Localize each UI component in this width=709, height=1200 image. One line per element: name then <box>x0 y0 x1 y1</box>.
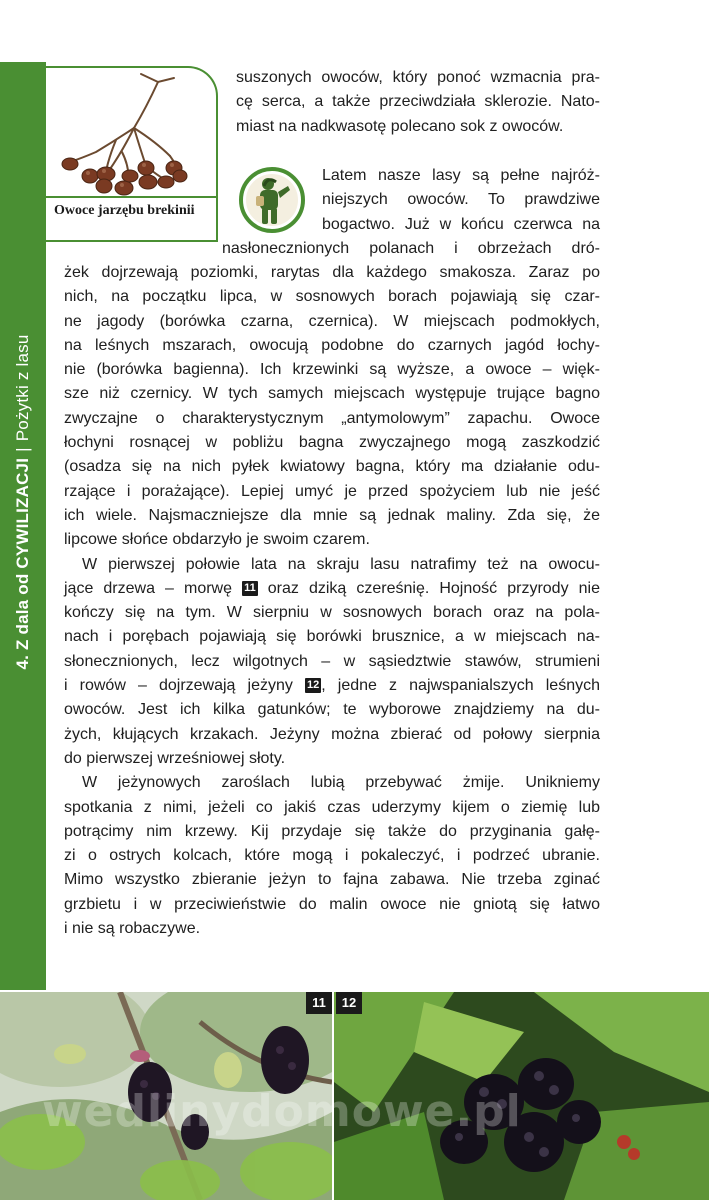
text-line <box>64 674 600 698</box>
text-fragment: jące drzewa – morwę <box>64 579 233 597</box>
main-body-text <box>64 261 600 941</box>
text-line: grzbietu i w przeciwieństwie do malin owoce nie gniotą się łatwo <box>64 895 600 913</box>
paragraph-summer-mid <box>222 237 600 261</box>
text-line: Mimo wszystko zbieranie jeżyn to fajna zabawa. Nie trzeba zginać <box>64 871 600 889</box>
text-line: rzające i porażające). Lepiej umyć je przed spożyciem lub nie jeść <box>64 482 600 500</box>
figure-caption: Owoce jarzębu brekinii <box>46 196 216 240</box>
spine-separator: | <box>13 447 32 452</box>
section-title: Pożytki z lasu <box>13 334 32 442</box>
text-fragment: i rowów – dojrzewają jeżyny <box>64 677 293 695</box>
text-line: miast na nadkwasotę polecano sok z owoców. <box>236 117 564 135</box>
text-line: nasłonecznionych polanach i obrzeżach dró- <box>222 240 600 257</box>
paragraph-summer-start <box>322 164 600 237</box>
text-line: cę serca, a także przeciwdziała sklerozie. Nato- <box>236 93 600 111</box>
text-line: potrącimy nim krzewy. Kij przydaje się także do przyginania gałę- <box>64 822 600 840</box>
text-line: do pierwszej wrześniowej słoty. <box>64 749 286 767</box>
photo-number-12: 12 <box>336 992 362 1014</box>
text-line: niejszych owoców. To prawdziwe <box>322 191 600 209</box>
text-fragment: oraz dziką czereśnię. Hojność przyrody nie <box>267 579 600 597</box>
text-line: nich, na początku lipca, w sosnowych borach pojawiają się czar- <box>64 288 600 306</box>
text-line: Latem nasze lasy są pełne najróż- <box>322 167 600 184</box>
text-line: W pierwszej połowie lata na skraju lasu natrafimy też na owocu- <box>82 555 600 573</box>
text-line: spotkania z nimi, jeżeli co jakiś czas uderzymy kijem o ziemię lub <box>64 798 600 816</box>
text-line: ne jagody (borówka czarna, czernica). W miejscach podmokłych, <box>64 312 600 330</box>
photo-number-11: 11 <box>306 992 332 1014</box>
paragraph-continuation <box>236 66 600 139</box>
text-fragment: , jedne z najwspanialszych leśnych <box>321 677 600 695</box>
figure-ref-11: 11 <box>244 581 256 594</box>
text-line: W jeżynowych zaroślach lubią przebywać żmije. Unikniemy <box>82 774 600 792</box>
text-line: zi o ostrych kolcach, które mogą i pokaleczyć, i podrzeć ubranie. <box>64 847 600 865</box>
chapter-spine <box>0 62 46 990</box>
text-line <box>64 577 600 601</box>
text-line: i nie są robaczywe. <box>64 920 201 938</box>
text-line: słonecznionych, lecz wilgotnych – w sąsiedztwie stawów, strumieni <box>64 652 600 670</box>
text-line: ich wiele. Najsmaczniejsze dla mnie są jednak maliny. Zda się, że <box>64 506 600 524</box>
spine-title <box>13 334 33 669</box>
text-line: suszonych owoców, który ponoć wzmacnia pra- <box>236 69 600 86</box>
text-line: nie (borówka bagienna). Ich krzewinki są wyższe, a owoce – więk- <box>64 361 600 379</box>
text-line: żych, kłujących krzakach. Jeżyny można zbierać od połowy sierpnia <box>64 725 600 743</box>
forager-icon <box>238 166 306 234</box>
text-line: (osadza się na nich pyłek kwiatowy bagna, który ma działanie odu- <box>64 458 600 476</box>
text-line: żek dojrzewają poziomki, rarytas dla każdego smakosza. Zaraz po <box>64 264 600 281</box>
text-line: kończy się na tym. W sierpniu w sosnowych borach oraz na pola- <box>64 604 600 622</box>
text-line: sze niż czernicy. W tych samych miejscach występuje trujące bagno <box>64 385 600 403</box>
text-line: bogactwo. Już w końcu czerwca na <box>322 215 600 233</box>
text-line: owoców. Jest ich kilka gatunków; te wyborowe znajdziemy na du- <box>64 701 600 719</box>
text-line: nach i porębach pojawiają się borówki brusznice, a w miejscach na- <box>64 628 600 646</box>
text-line: zwyczajne o charakterystycznym „antymolowym” zapachu. Owoce <box>64 409 600 427</box>
watermark: wedlinydomowe.pl <box>42 1086 522 1137</box>
chapter-title: 4. Z dala od CYWILIZACJI <box>13 457 32 670</box>
figure-box <box>46 66 218 242</box>
text-line: lipcowe słońce obdarzyło je swoim czarem. <box>64 531 370 549</box>
figure-ref-12: 12 <box>307 679 320 692</box>
text-line: na leśnych mszarach, owocują podobne do czarnych jagód łochy- <box>64 336 600 354</box>
berries-illustration <box>46 68 216 200</box>
text-line: łochyni rosnącej w pobliżu bagna zwyczajnego mogą zaszkodzić <box>64 434 600 452</box>
